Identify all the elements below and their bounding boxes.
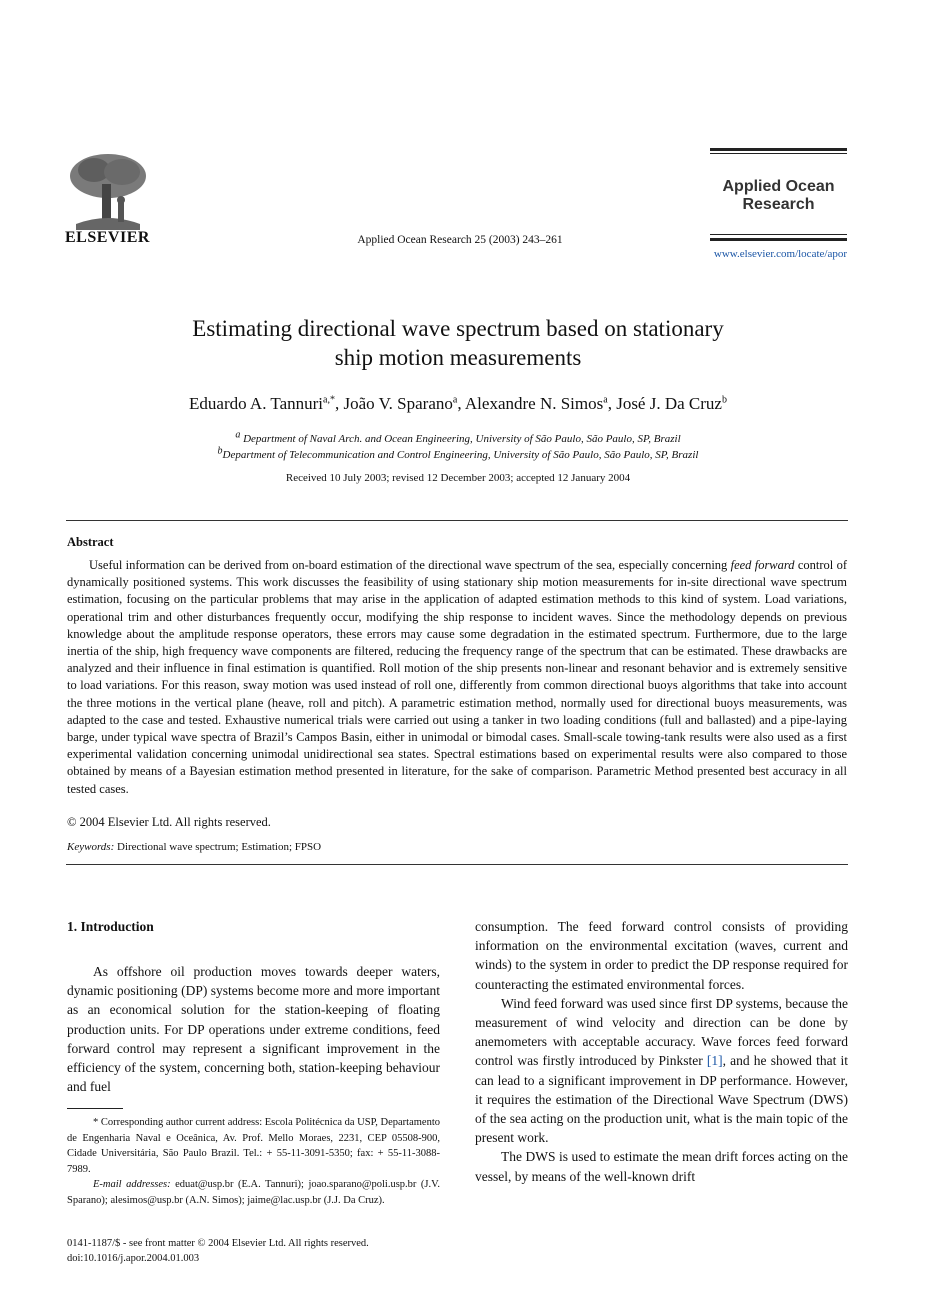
publisher-name: ELSEVIER [65, 229, 150, 246]
affiliations [0, 431, 916, 463]
footnote: * Corresponding author current address: Escola Politécnica da USP, Departamento de Engenharia Naval e Oceânica, Av. Prof. Mello Moraes, 2231, CEP 05508-900, Cidade Universitária, São Paulo Brazil. Tel.: + 55-11-3091-5350; fax: + 55-11-3088-7989. E-mail addresses: eduat@usp.br (E.A. Tannuri); joao.sparano@poli.usp.br (J.V. Sparano); alesimos@usp.br (A.N. Simos); jaime@lac.usp.br (J.J. Da Cruz). [67, 1117, 440, 1206]
paragraph: As offshore oil production moves towards deeper waters, dynamic positioning (DP) systems become more and more important as an economical solution for the station-keeping of floating production units. For DP operations under extreme conditions, feed forward control may represent a significant improvement in the efficiency of the system, concerning both, station-keeping behaviour and fuel [67, 964, 440, 1095]
affiliation: $^a$ Department of Naval Arch. and Ocean Engineering, University of São Paulo, São Paulo, SP, Brazil [235, 429, 681, 445]
keywords: Keywords: Directional wave spectrum; Estimation; FPSO [67, 841, 322, 853]
paragraph: consumption. The feed forward control consists of providing information on the environmental excitation (waves, current and winds) to the system in order to predict the DP response required for counteracting the estimated environmental forces. [475, 919, 848, 992]
journal-brand-name: Applied Ocean Research [722, 178, 835, 213]
divider [66, 864, 848, 865]
journal-citation: Applied Ocean Research 25 (2003) 243–261 [357, 234, 563, 246]
abstract-body: Useful information can be derived from on-board estimation of the directional wave spectrum of the sea, especially concerning feed forward control of dynamically positioned systems. This work discusses the feasibility of using stationary ship motion measurements for in-site directional wave spectrum estimation, focusing on the particular problems that may arise in the application of adapted estimation methods to this kind of system. Load variations, operational trim and other disturbances frequently occur, modifying the ship response to incident waves. Since the methodology depends on previous knowledge about the amplitude response operators, these errors may cause some degradation in the estimated spectrum. Furthermore, due to the large inertia of the ship, high frequency wave components are filtered, reducing the frequency range of the spectrum that can be estimated. These drawbacks are analyzed and their influence in final estimation is quantified. Roll motion of the ship presents non-linear and resonant behavior and is extremely sensitive to load variations. For this reason, sway motion was used instead of roll one, differently from common directional buoys algorithms that take into account the three motions in the vertical plane (heave, roll and pitch). A parametric estimation method, normally used for directional buoys measurements, was adapted to the case and tested. Exhaustive numerical trials were carried out using a tanker in two loading conditions (full and ballasted) and a pipe-laying barge, under typical wave spectra of Brazil’s Campos Basin, either in unimodal or bimodal cases. Small-scale towing-tank results were also used as a first experimental validation concerning unimodal unidirectional sea states. Spectral estimations based on experimental results were also compared to those obtained by means of a Bayesian estimation method presented in literature, for the sake of comparison. Parametric Method presented best accuracy in all tested cases. [67, 558, 847, 796]
front-matter-info: 0141-1187/$ - see front matter © 2004 Elsevier Ltd. All rights reserved. doi:10.1016/j.apor.2004.01.003 [67, 1238, 369, 1264]
author-name: João V. Sparano [343, 394, 453, 413]
author-affil-mark: a [452, 394, 458, 406]
journal-url-link[interactable]: www.elsevier.com/locate/apor [713, 248, 847, 260]
author-list: Eduardo A. Tannuri$^{a,*}$, João V. Sparano$^a$, Alexandre N. Simos$^a$, José J. Da Cruz$^b$ [189, 394, 727, 413]
paper-title: Estimating directional wave spectrum based on stationary ship motion measurements [192, 316, 724, 370]
paragraph: The DWS is used to estimate the mean drift forces acting on the vessel, by means of the well-known drift [475, 1149, 848, 1184]
author-affil-mark: a [603, 394, 608, 406]
abstract-heading: Abstract [67, 535, 114, 549]
journal-brand [710, 148, 847, 240]
affiliation: $^b$Department of Telecommunication and Control Engineering, University of São Paulo, São Paulo, SP, Brazil [217, 445, 699, 461]
author-name: José J. Da Cruz [616, 394, 722, 413]
column-right-text [475, 917, 848, 1186]
column-left-text [67, 962, 440, 1096]
received-dates: Received 10 July 2003; revised 12 December 2003; accepted 12 January 2004 [285, 472, 631, 484]
author-name: Alexandre N. Simos [464, 394, 604, 413]
abstract-copyright: © 2004 Elsevier Ltd. All rights reserved. [67, 815, 271, 829]
section-heading: 1. Introduction [67, 919, 154, 934]
footnote-rule [67, 1108, 123, 1109]
author-affil-mark: a,* [323, 394, 335, 406]
author-name: Eduardo A. Tannuri [189, 394, 324, 413]
author-affil-mark: b [721, 394, 727, 406]
divider [66, 520, 848, 521]
paragraph: Wind feed forward was used since first DP systems, because the measurement of wind velocity and direction can be done by anemometers with acceptable accuracy. Wave forces feed forward control was firstly introduced by Pinkster [1], and he showed that it can lead to a significant improvement in DP performance. However, it requires the estimation of the Directional Wave Spectrum (DWS) of the sea acting on the production unit, what is the main topic of the present work. [475, 995, 848, 1146]
citation-link[interactable]: [1] [706, 1053, 723, 1069]
